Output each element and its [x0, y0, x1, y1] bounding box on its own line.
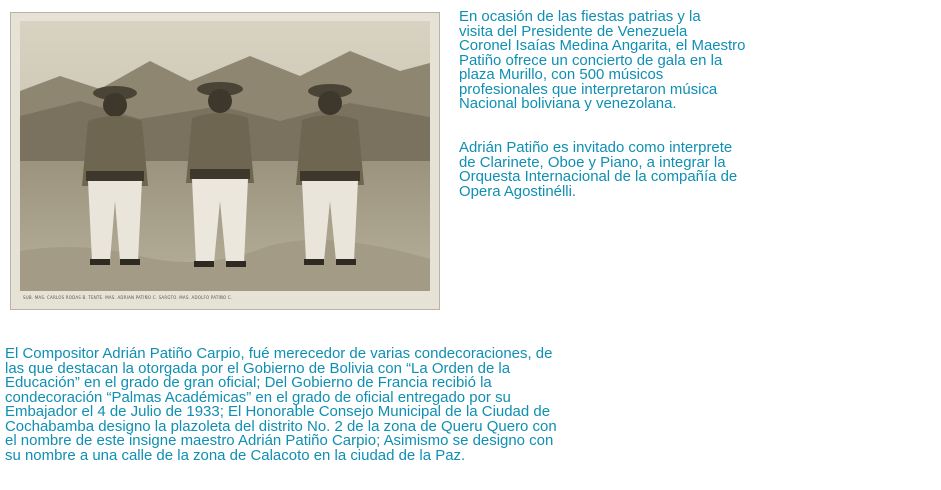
photo-image [20, 21, 430, 291]
photo-caption: SUB. MAS. CARLOS RODAS B. TENTE. MAS. ADRIAN PATIÑO C. SARGTO. MAS. ADOLFO PATIÑO C. [23, 295, 233, 300]
paragraph-concert: En ocasión de las fiestas patrias y la visita del Presidente de Venezuela Coronel Isaías Medina Angarita, el Maestro Patiño ofrece un concierto de gala en la plaza Murillo, con 500 músicos profesionales que interpretaron música Nacional boliviana y venezolana. [459, 8, 746, 112]
paragraph-orchestra: Adrián Patiño es invitado como interprete de Clarinete, Oboe y Piano, a integrar la Orquesta Internacional de la compañía de Opera Agostinélli. [459, 139, 738, 200]
paragraph-decorations: El Compositor Adrián Patiño Carpio, fué merecedor de varias condecoraciones, de las que destacan la otorgada por el Gobierno de Bolivia con “La Orden de la Educación” en el grado de gran oficial; Del Gobierno de Francia recibió la condecoración “Palmas Académicas” en el grado de oficial entregado por su Embajador el 4 de Julio de 1933; El Honorable Consejo Municipal de la Ciudad de Cochabamba designo la plazoleta del distrito No. 2 de la zona de Queru Quero con el nombre de este insigne maestro Adrián Patiño Carpio; Asimismo se designo con su nombre a una calle de la zona de Calacoto en la ciudad de la Paz. [5, 345, 557, 464]
three-uniformed-musicians-illustration [20, 21, 430, 291]
historical-photo [10, 12, 440, 310]
